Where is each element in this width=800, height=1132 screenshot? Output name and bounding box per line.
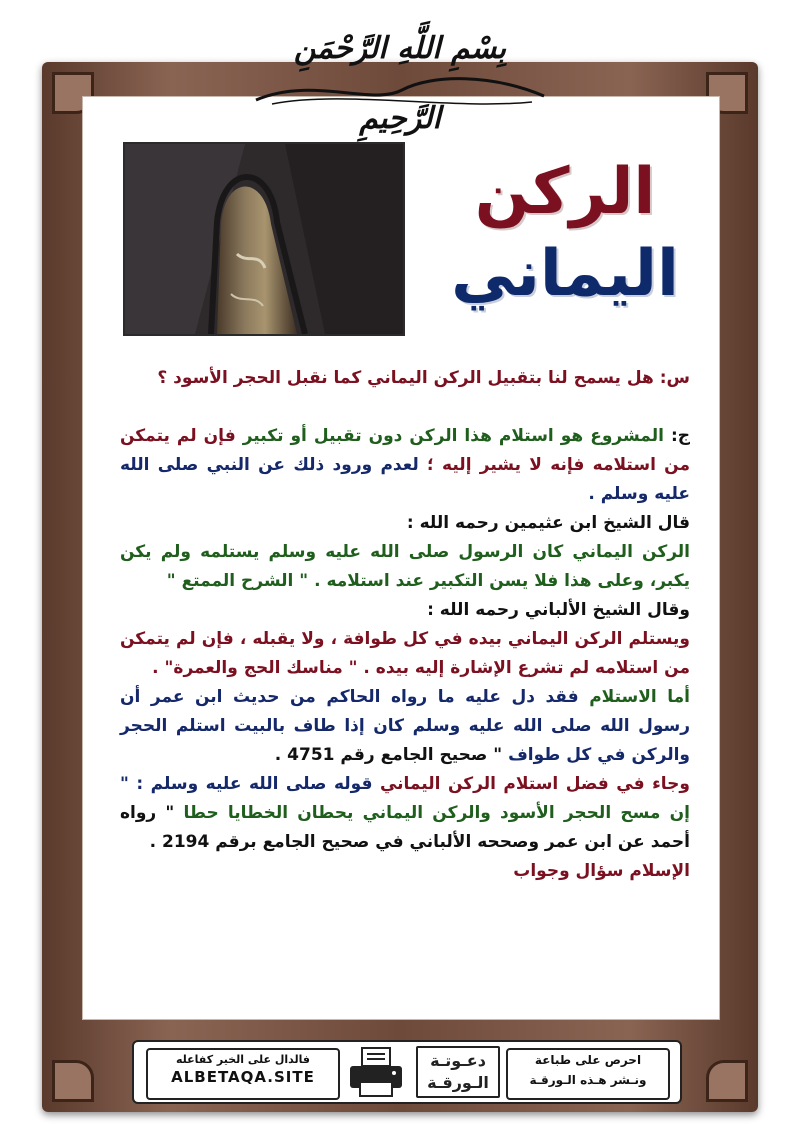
yemeni-corner-photo	[123, 142, 405, 336]
footer-bar	[132, 1040, 682, 1104]
basmala-swash	[252, 70, 548, 108]
fadl-paragraph	[120, 770, 690, 857]
albani-quote: ويستلم الركن اليماني بيده في كل طوافة ، ولا يقبله ، فإن لم يتمكن من استلامه لم تشرع الإشارة إليه بيده . " مناسك الحج والعمرة" .	[120, 629, 690, 678]
article-body	[120, 364, 690, 886]
footer-note-line: احرص على طباعة	[534, 1053, 642, 1067]
fadl-lead: وجاء في فضل استلام الركن اليماني	[379, 774, 690, 794]
istilam-hadith: كان إذا طاف بالبيت استلم الحجر والركن في كل طواف	[120, 716, 690, 765]
footer-print-note	[506, 1048, 670, 1100]
page-title	[420, 155, 710, 311]
answer-text: لعدم ورود ذلك عن النبي صلى الله عليه وسلم .	[120, 455, 690, 504]
footer-logo-line: الـورقـة	[427, 1073, 489, 1092]
question-text: س: هل يسمح لنا بتقبيل الركن اليماني كما نقبل الحجر الأسود ؟	[157, 368, 690, 388]
footer-logo	[416, 1046, 500, 1098]
footer-website-box	[146, 1048, 340, 1100]
istilam-text: فقد دل عليه ما رواه الحاكم من حديث ابن عمر أن رسول الله صلى الله عليه وسلم	[120, 687, 691, 736]
istilam-lead: أما الاستلام	[589, 687, 690, 707]
istilam-source: " صحيح الجامع رقم 4751 .	[274, 745, 509, 765]
title-line-1: الركن	[474, 155, 656, 229]
kaaba-corner-image	[125, 144, 403, 334]
albani-intro: وقال الشيخ الألباني رحمه الله :	[427, 600, 690, 620]
frame-corner	[706, 1060, 748, 1102]
printer-icon	[346, 1046, 406, 1098]
uthaymeen-quote: الركن اليماني كان الرسول صلى الله عليه وسلم يستلمه ولم يكن يكبر، وعلى هذا فلا يسن التكبير عند استلامه . " الشرح الممتع "	[120, 542, 690, 591]
istilam-paragraph	[120, 683, 690, 770]
fadl-text: قوله صلى الله عليه وسلم : "	[120, 774, 380, 794]
source-credit: الإسلام سؤال وجواب	[513, 861, 690, 881]
footer-slogan: فالدال على الخير كفاعله	[175, 1053, 311, 1066]
answer-text: فإن لم يتمكن من استلامه فإنه لا يشير إليه ؛	[120, 426, 690, 475]
footer-logo-line: دعـوتـة	[430, 1051, 486, 1070]
basmala-calligraphy: بِسْمِ اللَّهِ الرَّحْمَنِ الرَّحِيمِ	[293, 31, 507, 136]
fadl-source: " رواه أحمد عن ابن عمر وصححه الألباني في صحيح الجامع برقم 2194 .	[120, 803, 690, 852]
title-line-2: اليماني	[451, 237, 679, 311]
answer-paragraph	[120, 422, 690, 509]
uthaymeen-intro: قال الشيخ ابن عثيمين رحمه الله :	[406, 513, 690, 533]
answer-text: المشروع هو استلام هذا الركن دون تقبيل أو تكبير	[242, 426, 664, 446]
footer-website: ALBETAQA.SITE	[171, 1068, 315, 1086]
frame-corner	[52, 1060, 94, 1102]
fadl-hadith: إن مسح الحجر الأسود والركن اليماني يحطان الخطايا حطا	[183, 803, 690, 823]
footer-note-line: ونـشر هـذه الـورقـة	[529, 1073, 647, 1087]
answer-lead: ج:	[663, 426, 690, 446]
